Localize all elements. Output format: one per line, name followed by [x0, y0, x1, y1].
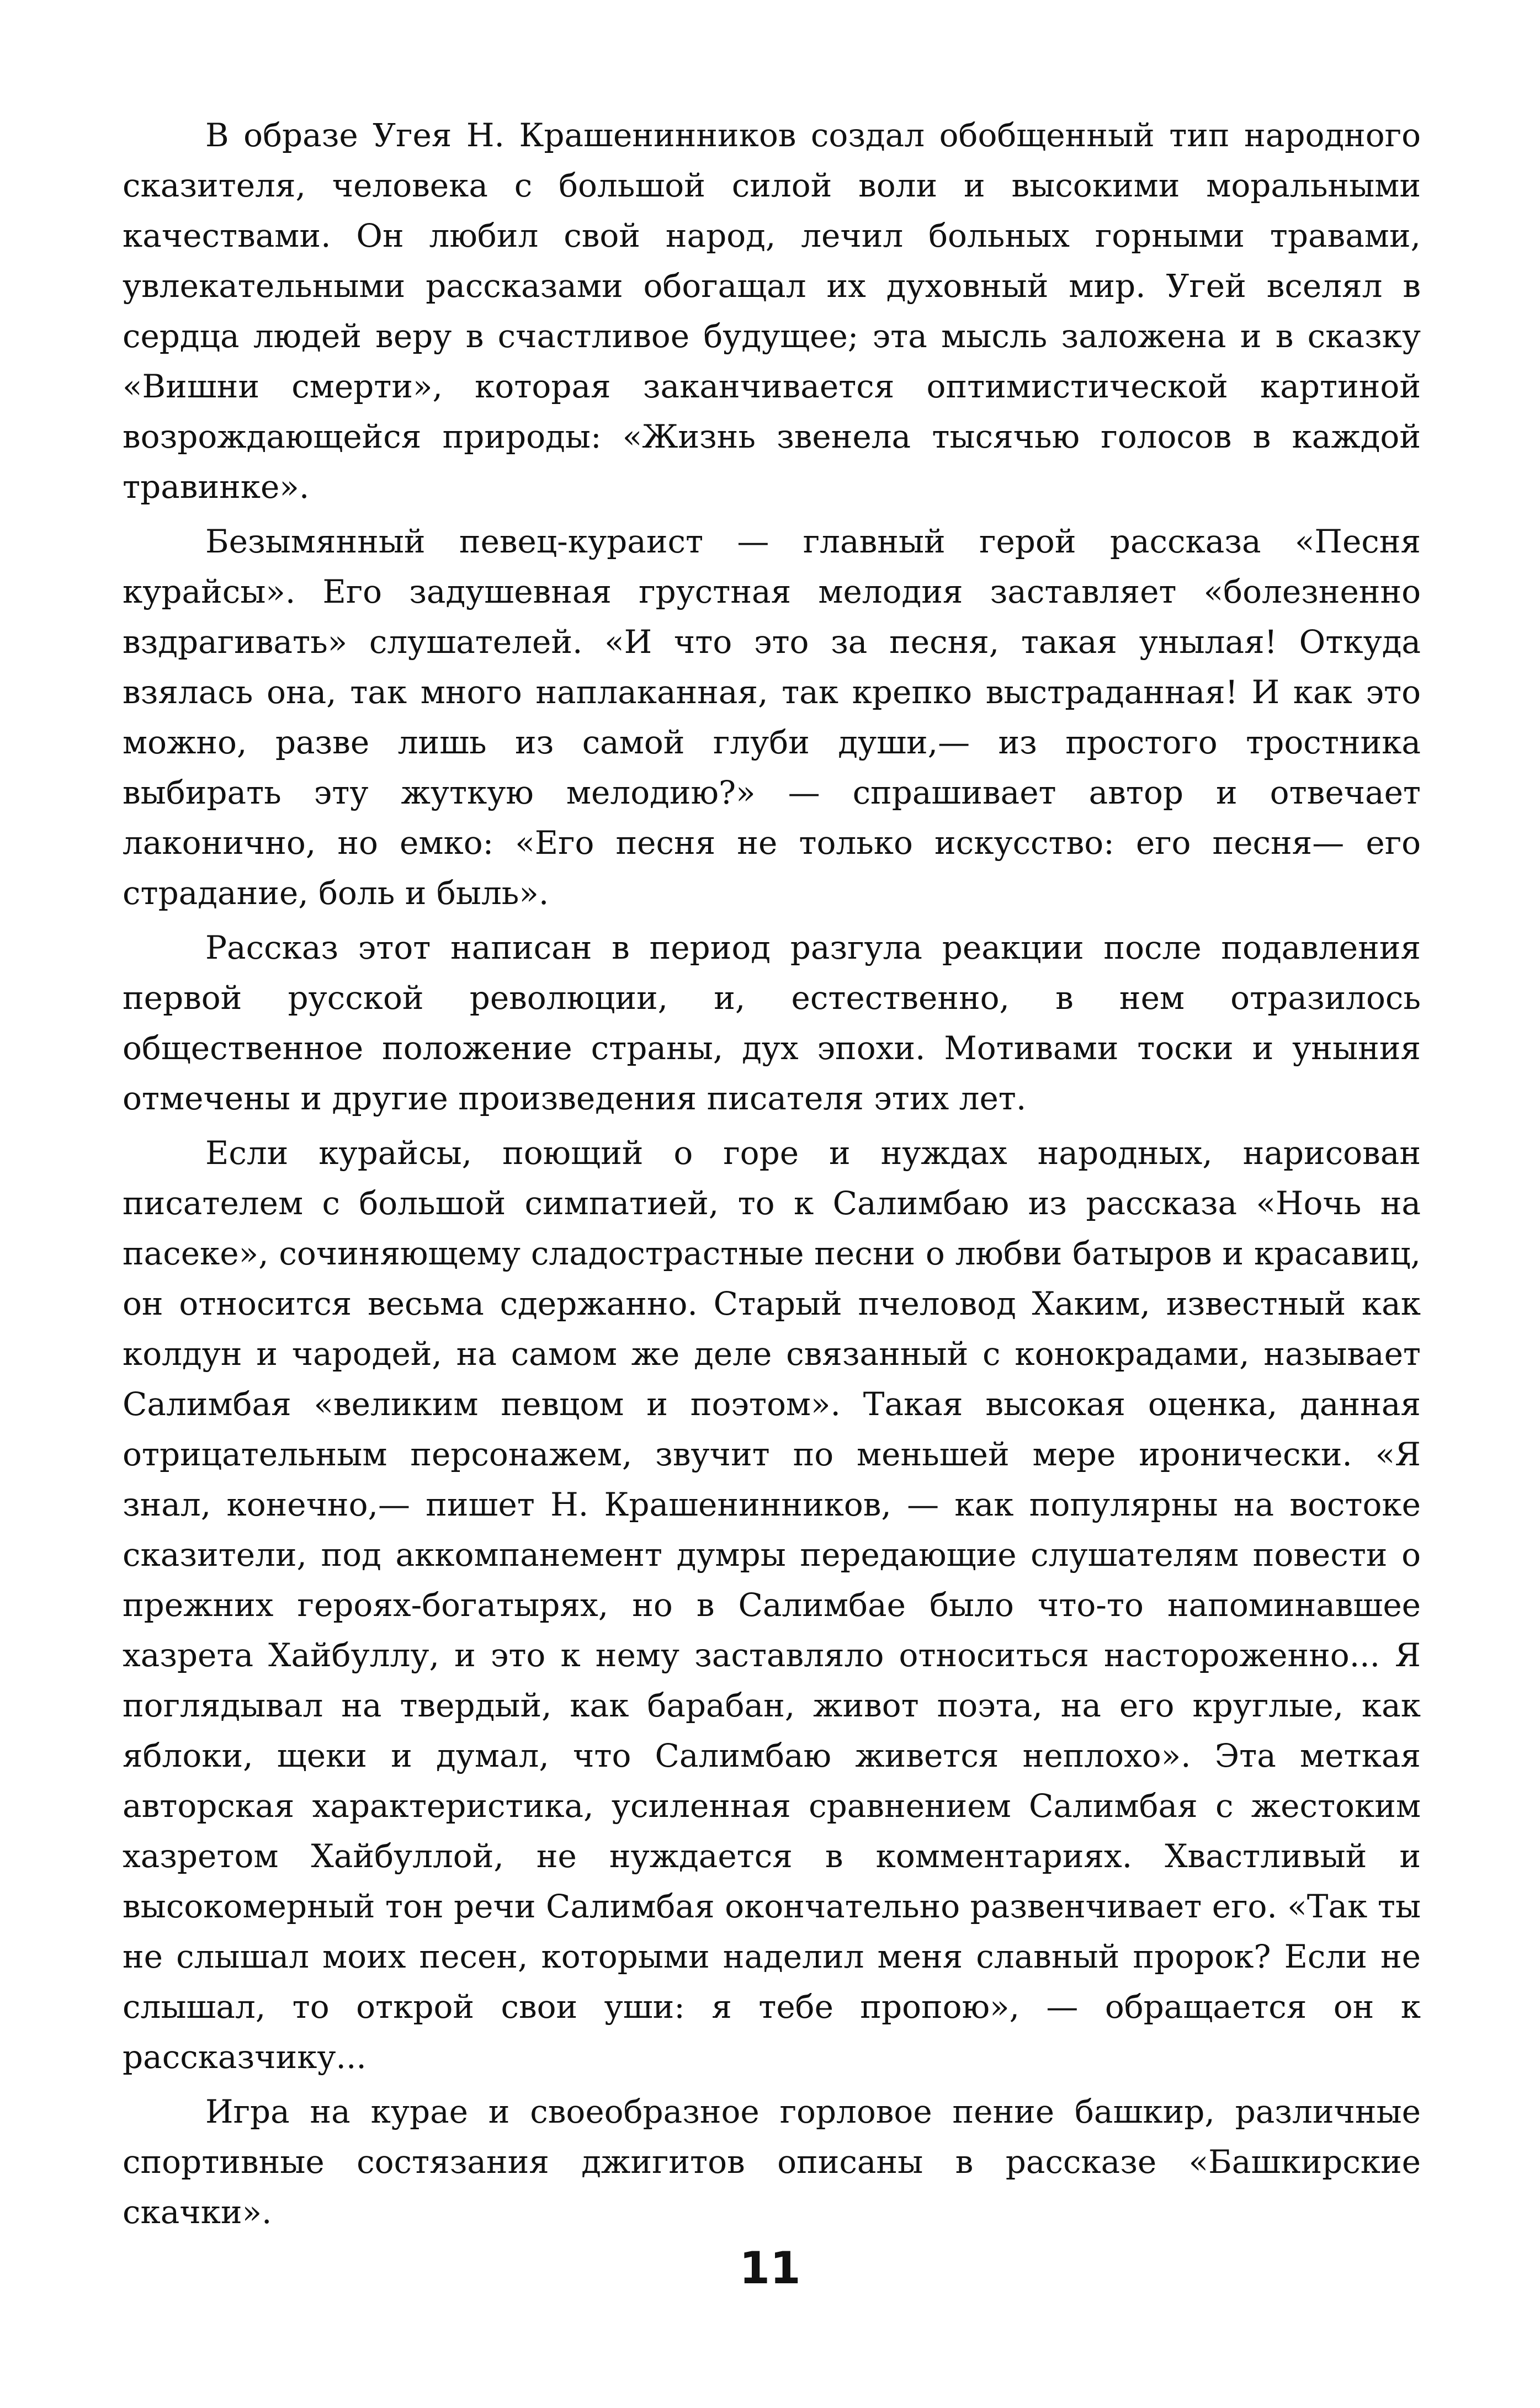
- paragraph-1: В образе Угея Н. Крашенинников создал обобщенный тип народного сказителя, человека с большой силой воли и высокими моральными качествами. Он любил свой народ, лечил больных горными травами, увлекательными рассказами обогащал их духовный мир. Угей вселял в сердца людей веру в счастливое будущее; эта мысль заложена и в сказку «Вишни смерти», которая заканчивается оптимистической картиной возрождающейся природы: «Жизнь звенела тысячью голосов в каждой травинке».: [123, 116, 1421, 506]
- paragraph-2: Безымянный певец-кураист — главный герой рассказа «Песня курайсы». Его задушевная грустная мелодия заставляет «болезненно вздрагивать» слушателей. «И что это за песня, такая унылая! Откуда взялась она, так много наплаканная, так крепко выстраданная! И как это можно, разве лишь из самой глуби души,— из простого тростника выбирать эту жуткую мелодию?» — спрашивает автор и отвечает лаконично, но емко: «Его песня не только искусство: его песня— его страдание, боль и быль».: [123, 523, 1421, 912]
- paragraph-3: Рассказ этот написан в период разгула реакции после подавления первой русской революции, и, естественно, в нем отразилось общественное положение страны, дух эпохи. Мотивами тоски и уныния отмечены и другие произведения писателя этих лет.: [123, 929, 1421, 1117]
- paragraph-4: Если курайсы, поющий о горе и нуждах народных, нарисован писателем с большой симпатией, то к Салимбаю из рассказа «Ночь на пасеке», сочиняющему сладострастные песни о любви батыров и красавиц, он относится весьма сдержанно. Старый пчеловод Хаким, известный как колдун и чародей, на самом же деле связанный с конокрадами, называет Салимбая «великим певцом и поэтом». Такая высокая оценка, данная отрицательным персонажем, звучит по меньшей мере иронически. «Я знал, конечно,— пишет Н. Крашенинников, — как популярны на востоке сказители, под аккомпанемент думры передающие слушателям повести о прежних героях-богатырях, но в Салимбае было что-то напоминавшее хазрета Хайбуллу, и это к нему заставляло относиться настороженно... Я поглядывал на твердый, как барабан, живот поэта, на его круглые, как яблоки, щеки и думал, что Салимбаю живется неплохо». Эта меткая авторская характеристика, усиленная сравнением Салимбая с жестоким хазретом Хайбуллой, не нуждается в комментариях. Хвастливый и высокомерный тон речи Салимбая окончательно развенчивает его. «Так ты не слышал моих песен, которыми наделил меня славный пророк? Если не слышал, то открой свои уши: я тебе пропою», — обращается он к рассказчику...: [123, 1134, 1421, 2076]
- paragraph-5: Игра на курае и своеобразное горловое пение башкир, различные спортивные состязания джигитов описаны в рассказе «Башкирские скачки».: [123, 2093, 1421, 2231]
- page-body: [123, 110, 1421, 2237]
- page-number: 11: [739, 2242, 801, 2294]
